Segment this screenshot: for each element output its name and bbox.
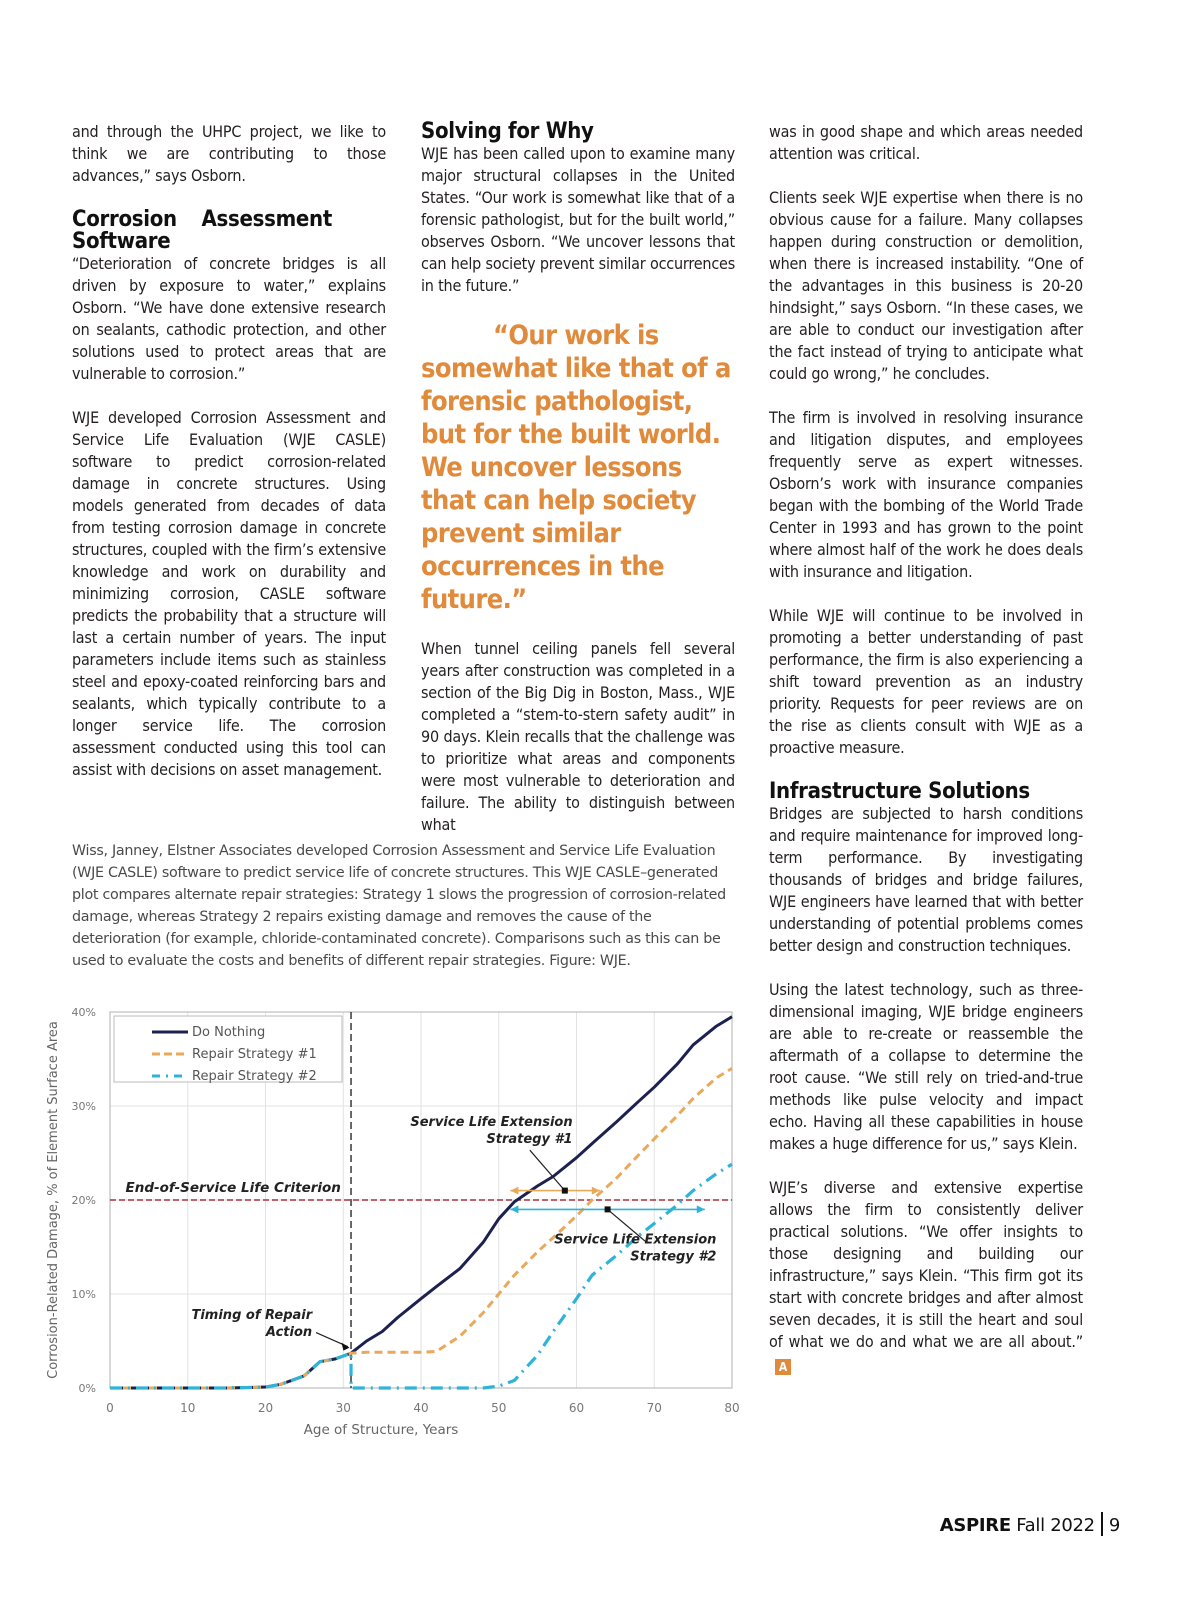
x-tick-label: 50	[491, 1401, 507, 1415]
article-column-2	[421, 121, 735, 858]
x-tick-label: 30	[335, 1401, 351, 1415]
pull-quote	[421, 319, 735, 616]
body-paragraph: “Deterioration of concrete bridges is all driven by exposure to water,” explains Osborn. “We have done extensive research on sealants, cathodic protection, and other solutions used to protect areas that are vulnerable to corrosion.”	[72, 254, 386, 383]
x-tick-label: 20	[257, 1401, 274, 1415]
figure-caption: Wiss, Janney, Elstner Associates developed Corrosion Assessment and Service Life Evaluation (WJE CASLE) software to predict service life of concrete structures. This WJE CASLE–generated plot compares alternate repair strategies: Strategy 1 slows the progression of corrosion-related damage, whereas Strategy 2 repairs existing damage and removes the cause of the deterioration (for example, chloride-contaminated concrete). Comparisons such as this can be used to evaluate the costs and benefits of different repair strategies. Figure: WJE.	[72, 843, 726, 969]
body-paragraph: When tunnel ceiling panels fell several years after construction was completed in a section of the Big Dig in Boston, Mass., WJE completed a “stem-to-stern safety audit” in 90 days. Klein recalls that the challenge was to prioritize what areas and components were most vulnerable to deterioration and failure. The ability to distinguish between what	[421, 639, 735, 834]
intro-paragraph: and through the UHPC project, we like to think we are contributing to those advances,” says Osborn.	[72, 122, 386, 185]
arrowhead	[341, 1343, 349, 1351]
corrosion-chart	[40, 1000, 760, 1440]
y-tick-label: 0%	[78, 1382, 96, 1395]
annotation-strategy-2: Service Life Extension	[554, 1232, 717, 1248]
section-heading-corrosion: Corrosion Assessment Software	[72, 207, 332, 254]
y-tick-label: 10%	[71, 1288, 96, 1301]
x-tick-label: 10	[180, 1401, 196, 1415]
y-tick-label: 40%	[71, 1006, 96, 1019]
body-paragraph: WJE developed Corrosion Assessment and Service Life Evaluation (WJE CASLE) software to predict corrosion-related damage in concrete structures. Using models generated from decades of data from testing corrosion damage in concrete structures, coupled with the firm’s extensive knowledge and work on durability and minimizing corrosion, CASLE software predicts the probability that a structure will last a certain number of years. The input parameters include items such as stainless steel and epoxy-coated reinforcing bars and sealants, which typically contribute to a longer service life. The corrosion assessment conducted using this tool can assist with decisions on asset management.	[72, 408, 386, 779]
legend-label: Repair Strategy #1	[192, 1047, 317, 1062]
magazine-name: ASPIRE	[939, 1515, 1011, 1536]
annotation-strategy-2: Strategy #2	[630, 1249, 717, 1265]
footer-divider	[1101, 1512, 1103, 1536]
section-heading-infrastructure: Infrastructure Solutions	[769, 779, 1030, 804]
x-tick-label: 70	[646, 1401, 662, 1415]
article-column-3	[769, 121, 1083, 1397]
body-paragraph: The firm is involved in resolving insurance and litigation disputes, and employees frequently serve as expert witnesses. Osborn’s work with insurance companies began with the bombing of the World Trade Center in 1993 and has grown to the point where almost half of the work he does deals with insurance and litigation.	[769, 408, 1083, 581]
annotation-marker	[605, 1206, 611, 1212]
body-paragraph: Using the latest technology, such as three-dimensional imaging, WJE bridge engineers are able to re-create or reassemble the aftermath of a collapse to determine the root cause. “We still rely on tried-and-true methods like pulse velocity and impact echo. Having all these capabilities in house makes a huge difference for us,” says Klein.	[769, 980, 1083, 1153]
chart-svg	[40, 1000, 760, 1440]
annotation-marker	[562, 1188, 568, 1194]
final-paragraph-text: WJE’s diverse and extensive expertise allows the firm to consistently deliver practical solutions. “We offer insights to those designing and building our infrastructure,” says Klein. “This firm got its start with concrete bridges and after almost seven decades, it is still the heart and soul of what we do and what we are all about.”	[769, 1178, 1083, 1351]
end-mark-icon: A	[775, 1359, 791, 1375]
legend-label: Repair Strategy #2	[192, 1069, 317, 1084]
body-paragraph: Bridges are subjected to harsh conditions and require maintenance for improved long-term performance. By investigating thousands of bridges and bridge failures, WJE engineers have learned that with better understanding of potential problems comes better design and construction techniques.	[769, 804, 1083, 955]
x-tick-label: 0	[106, 1401, 114, 1415]
pull-quote-line-1: “Our work is	[493, 320, 659, 351]
criterion-annotation: End-of-Service Life Criterion	[125, 1180, 341, 1196]
annotation-repair-timing: Timing of Repair	[191, 1307, 313, 1323]
y-axis-label: Corrosion-Related Damage, % of Element Surface Area	[46, 1021, 61, 1379]
body-paragraph: was in good shape and which areas needed attention was critical.	[769, 122, 1083, 163]
annotation-strategy-1: Service Life Extension	[410, 1115, 573, 1131]
page-footer	[940, 1512, 1120, 1536]
y-tick-label: 30%	[71, 1100, 96, 1113]
annotation-repair-timing: Action	[265, 1324, 313, 1340]
body-paragraph: WJE has been called upon to examine many major structural collapses in the United States. “Our work is somewhat like that of a forensic pathologist, but for the built world,” observes Osborn. “We uncover lessons that can help society prevent similar occurrences in the future.”	[421, 144, 735, 295]
arrowhead	[697, 1205, 705, 1213]
article-column-1	[72, 121, 386, 803]
pull-quote-rest: somewhat like that of a forensic pathologist, but for the built world. We uncover lessons that can help society prevent similar occurrences in the future.”	[421, 353, 731, 615]
x-tick-label: 80	[724, 1401, 740, 1415]
issue-label: Fall 2022	[1016, 1515, 1095, 1536]
final-paragraph	[769, 1177, 1083, 1375]
section-heading-solving: Solving for Why	[421, 119, 594, 144]
body-paragraph: While WJE will continue to be involved in promoting a better understanding of past performance, the firm is also experiencing a shift toward prevention as an industry priority. Requests for peer reviews are on the rise as clients consult with WJE as a proactive measure.	[769, 606, 1083, 757]
annotation-strategy-1: Strategy #1	[486, 1132, 573, 1148]
x-tick-label: 40	[413, 1401, 429, 1415]
y-tick-label: 20%	[71, 1194, 96, 1207]
x-tick-label: 60	[568, 1401, 585, 1415]
page-number: 9	[1108, 1515, 1120, 1536]
legend-label: Do Nothing	[192, 1025, 266, 1040]
x-axis-label: Age of Structure, Years	[303, 1422, 459, 1438]
body-paragraph: Clients seek WJE expertise when there is no obvious cause for a failure. Many collapses happen during construction or demolition, when there is increased instability. “One of the advantages in this business is 20-20 hindsight,” says Osborn. “In these cases, we are able to conduct our investigation after the fact instead of trying to anticipate what could go wrong,” he concludes.	[769, 188, 1083, 383]
arrowhead	[510, 1187, 518, 1195]
